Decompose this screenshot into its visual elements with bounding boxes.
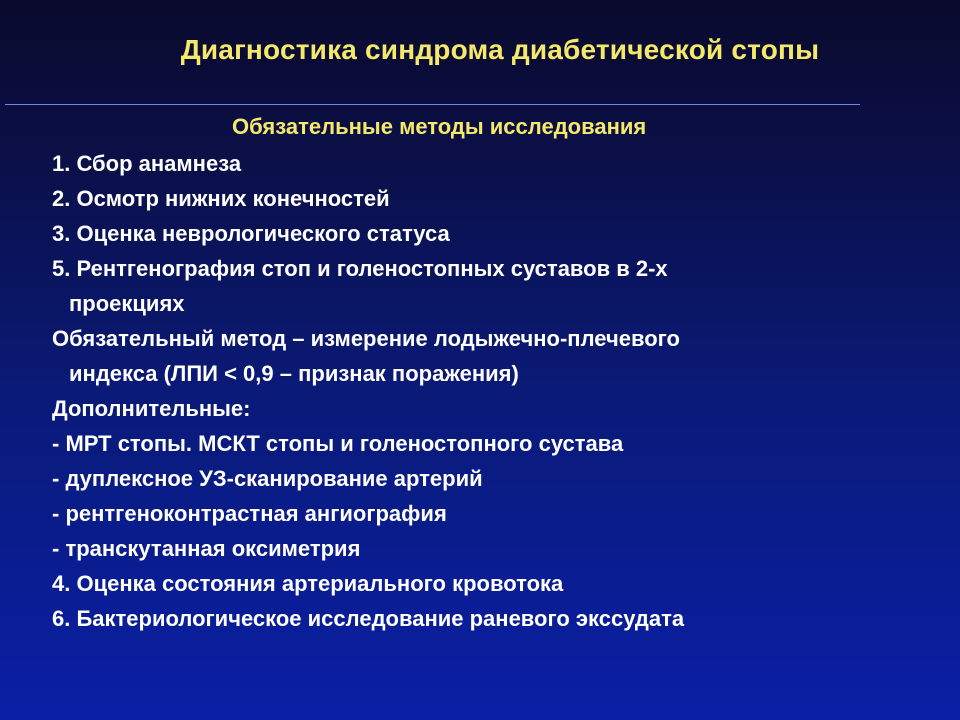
section-subtitle: Обязательные методы исследования <box>232 114 647 139</box>
additional-item-duplex-us: - дуплексное УЗ-сканирование артерий <box>52 466 483 491</box>
list-item-radiography: 5. Рентгенография стоп и голеностопных суставов в 2-х <box>52 256 668 281</box>
slide-title: Диагностика синдрома диабетической стопы <box>180 34 820 65</box>
list-item-neuro-status: 3. Оценка неврологического статуса <box>52 221 450 246</box>
additional-item-angiography: - рентгеноконтрастная ангиография <box>52 501 447 526</box>
additional-item-oximetry: - транскутанная оксиметрия <box>52 536 361 561</box>
slide-content <box>52 146 932 636</box>
additional-item-mri-msct: - МРТ стопы. МСКТ стопы и голеностопного сустава <box>52 431 624 456</box>
list-item-radiography-continued: проекциях <box>69 291 185 316</box>
title-divider <box>5 104 860 105</box>
list-item-blood-flow: 4. Оценка состояния артериального кровотока <box>52 571 564 596</box>
list-item-bacteriology: 6. Бактериологическое исследование раневого экссудата <box>52 606 685 631</box>
list-item-anamnesis: 1. Сбор анамнеза <box>52 151 242 176</box>
additional-methods-heading: Дополнительные: <box>52 396 251 421</box>
required-method-abi: Обязательный метод – измерение лодыжечно-плечевого <box>52 326 680 351</box>
required-method-abi-continued: индекса (ЛПИ < 0,9 – признак поражения) <box>69 361 519 386</box>
list-item-limb-exam: 2. Осмотр нижних конечностей <box>52 186 390 211</box>
